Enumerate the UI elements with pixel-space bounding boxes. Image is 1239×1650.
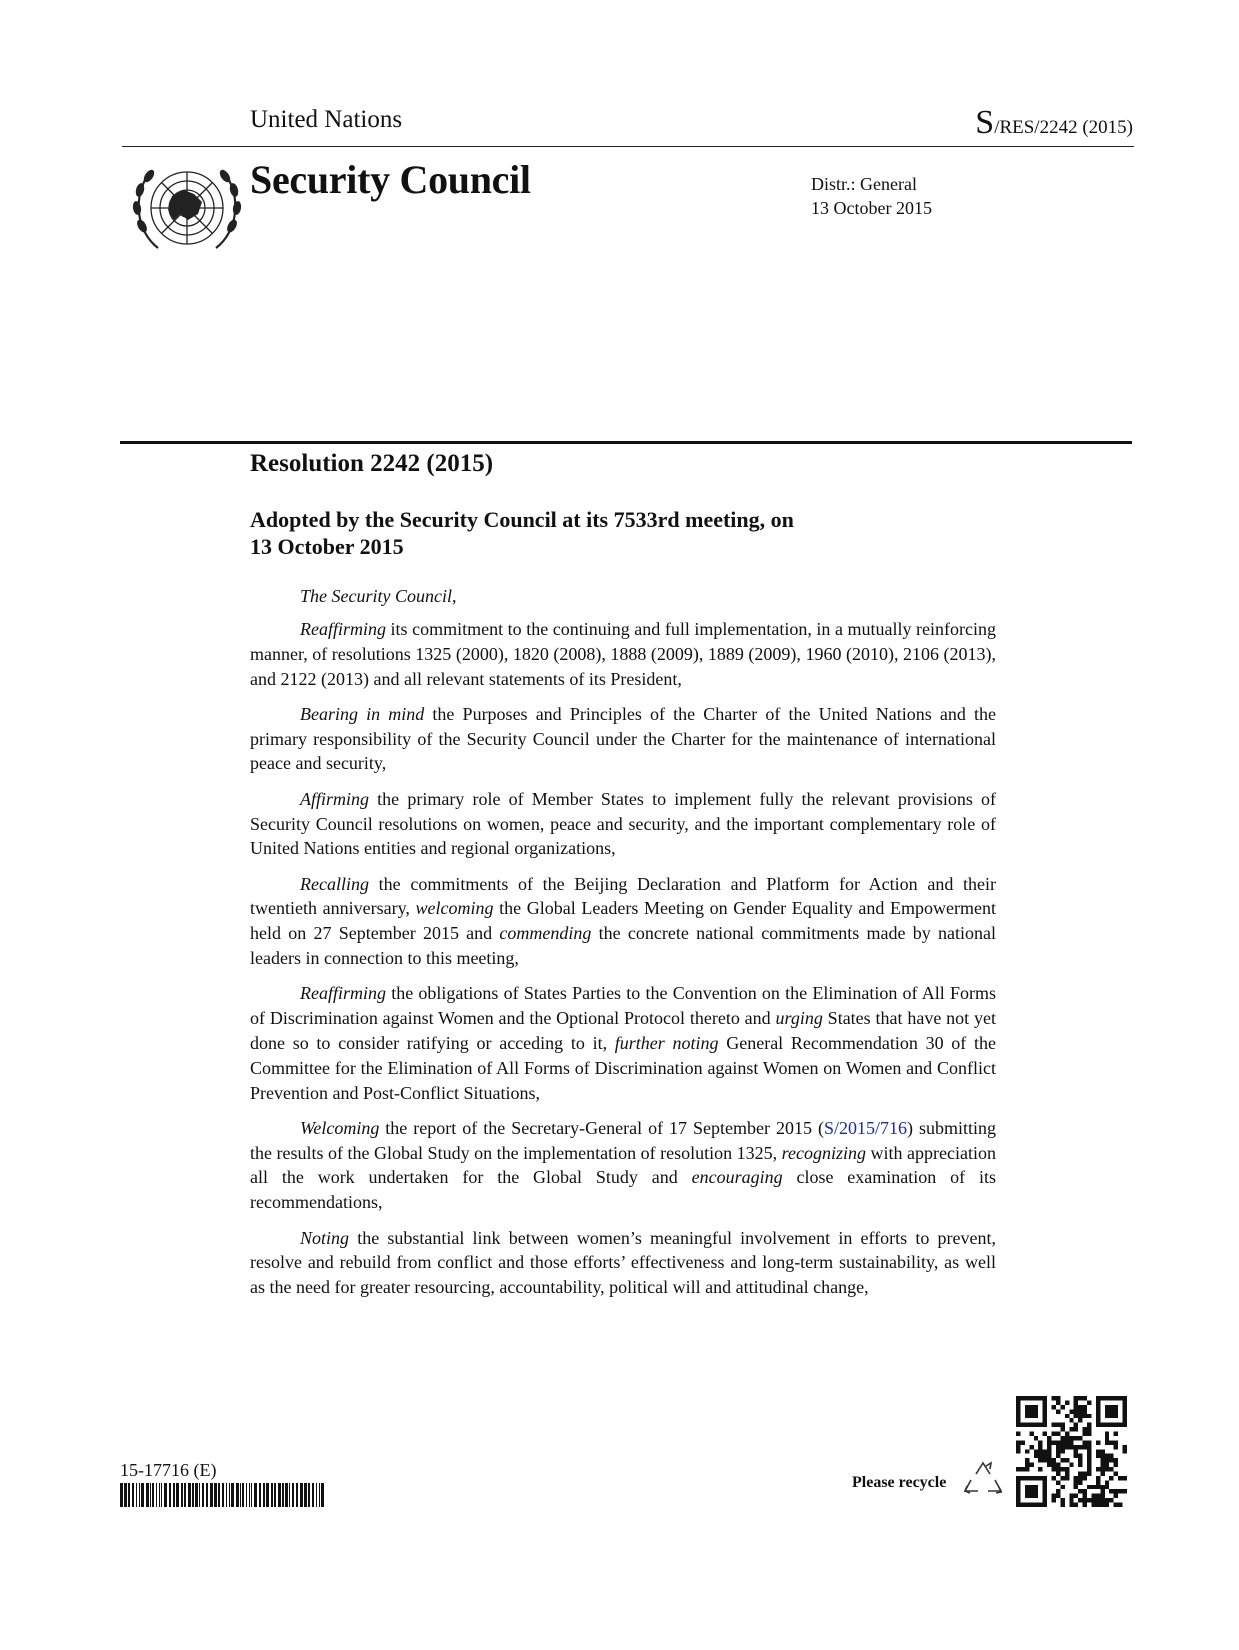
header-rule	[122, 146, 1134, 147]
paragraph-lead: Recalling	[300, 873, 369, 894]
paragraph-emphasis: welcoming	[415, 898, 494, 919]
paragraph-text: the Purposes and Principles of the Charter of the United Nations and the primary responsibility of the Security Council under the Charter for the maintenance of international peace and security,	[250, 703, 996, 774]
paragraph-text: close examination of its recommendations,	[250, 1167, 996, 1213]
preamble-paragraph	[250, 787, 996, 861]
paragraph-text: the concrete national commitments made by national leaders in connection to this meeting,	[250, 923, 996, 969]
paragraph-lead: Noting	[300, 1227, 350, 1248]
qr-code-icon	[1016, 1396, 1127, 1507]
preamble-paragraph	[250, 872, 996, 971]
preamble-paragraph	[250, 1116, 996, 1215]
document-date: 13 October 2015	[811, 198, 932, 218]
recycle-icon	[962, 1460, 1004, 1500]
paragraph-text: with appreciation all the work undertaken for the Global Study and	[250, 1142, 996, 1188]
document-symbol	[975, 104, 1133, 142]
organ-title: Security Council	[250, 157, 531, 202]
symbol-letter: S	[975, 104, 995, 141]
paragraph-text: the Global Leaders Meeting on Gender Equality and Empowerment held on 27 September 2015 and	[250, 898, 996, 944]
un-emblem-icon	[128, 156, 246, 260]
org-name: United Nations	[250, 106, 403, 133]
paragraph-text: the primary role of Member States to implement fully the relevant provisions of Security Council resolutions on women, peace and security, and the important complementary role of United Nations entities and regional organizations,	[250, 788, 996, 859]
adoption-subtitle	[250, 506, 794, 560]
symbol-rest: /RES/2242 (2015)	[994, 117, 1133, 138]
paragraph-emphasis: encouraging	[691, 1167, 783, 1188]
paragraph-text: States that have not yet done so to consider ratifying or acceding to it,	[250, 1008, 996, 1053]
paragraph-text: ) submitting the results of the Global Study on the implementation of resolution 1325,	[250, 1117, 996, 1163]
barcode-icon	[120, 1483, 328, 1507]
paragraph-text: General Recommendation 30 of the Committee for the Elimination of All Forms of Discrimination against Women on Women and Conflict Prevention and Post-Conflict Situations,	[250, 1032, 996, 1103]
job-number: 15-17716 (E)	[120, 1460, 217, 1480]
opening-phrase	[300, 586, 456, 607]
preamble-paragraph	[250, 1226, 996, 1300]
paragraph-emphasis: further noting	[614, 1032, 719, 1053]
paragraph-lead: Reaffirming	[300, 983, 386, 1004]
paragraph-text: the substantial link between women’s meaningful involvement in efforts to prevent, resolve and rebuild from conflict and those efforts’ effectiveness and long-term sustainability, as well as the need for greater resourcing, accountability, political will and attitudinal change,	[250, 1227, 996, 1298]
paragraph-text: the commitments of the Beijing Declaration and Platform for Action and their twentieth anniversary,	[250, 873, 996, 919]
paragraph-emphasis: recognizing	[781, 1142, 866, 1163]
paragraph-emphasis: urging	[775, 1008, 823, 1029]
paragraph-text: its commitment to the continuing and full implementation, in a mutually reinforcing manner, of resolutions 1325 (2000), 1820 (2008), 1888 (2009), 1889 (2009), 1960 (2010), 2106 (2013), and 2122 (2013) and all relevant statements of its President,	[250, 619, 996, 689]
paragraph-lead: Welcoming	[300, 1117, 380, 1138]
paragraph-text: the report of the Secretary-General of 17 September 2015 (	[379, 1117, 824, 1138]
distribution-label: Distr.: General	[811, 174, 917, 194]
adoption-date-line: 13 October 2015	[250, 534, 404, 559]
opening-comma: ,	[451, 586, 457, 606]
resolution-title: Resolution 2242 (2015)	[250, 450, 494, 477]
recycle-label: Please recycle	[852, 1474, 947, 1491]
section-rule	[120, 441, 1132, 444]
opening-text: The Security Council	[300, 586, 452, 606]
paragraph-lead: Reaffirming	[300, 619, 386, 639]
paragraph-emphasis: commending	[499, 923, 592, 944]
preamble	[250, 617, 996, 1310]
document-link[interactable]: S/2015/716	[823, 1117, 907, 1138]
adoption-line: Adopted by the Security Council at its 7533rd meeting, on	[250, 507, 794, 532]
distribution-info	[811, 172, 932, 220]
preamble-paragraph	[250, 617, 996, 691]
preamble-paragraph	[250, 981, 996, 1105]
paragraph-lead: Affirming	[300, 788, 370, 809]
paragraph-lead: Bearing in mind	[300, 703, 425, 724]
paragraph-text: the obligations of States Parties to the Convention on the Elimination of All Forms of Discrimination against Women and the Optional Protocol thereto and	[250, 983, 996, 1029]
preamble-paragraph	[250, 702, 996, 776]
